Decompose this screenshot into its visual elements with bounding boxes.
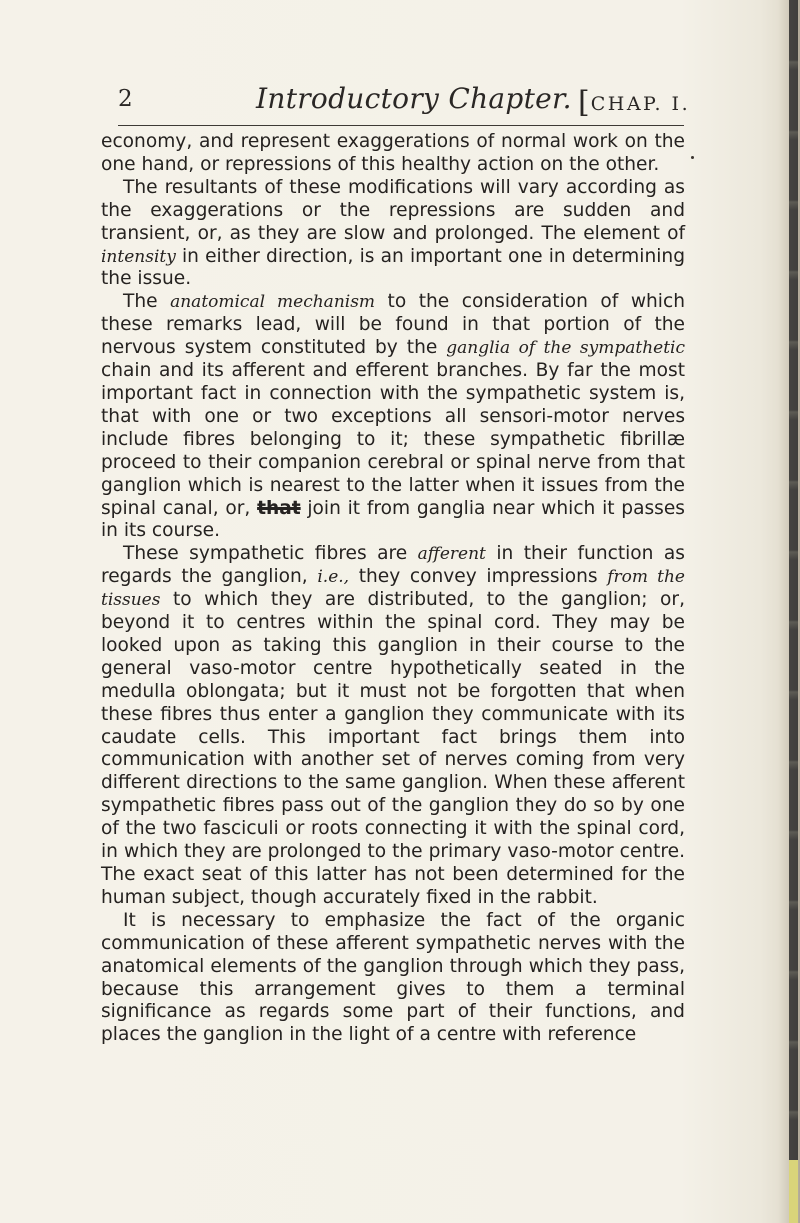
header-rule — [118, 125, 684, 126]
paragraph-text: The — [123, 291, 171, 313]
paragraph-text: chain and its afferent and efferent branches. By far the most important fact in connection with the sympathetic system is, that with one or two exceptions all sensori-motor nerves include fibres belonging to it; these sympathetic fibrillæ proceed to their companion cerebral or spinal nerve from that ganglion which is nearest to the latter when it issues from the spinal canal, or, — [101, 360, 685, 519]
paragraph-text: they convey impressions — [349, 566, 608, 588]
paragraph-2 — [101, 177, 685, 292]
italic-term: anatomical mechanism — [170, 292, 376, 313]
italic-term: intensity — [101, 246, 176, 267]
paragraph-3 — [101, 291, 685, 543]
book-spine-edge — [789, 0, 798, 1223]
running-title: Introductory Chapter. — [256, 82, 572, 115]
italic-term: ganglia of the sympathetic — [446, 338, 685, 359]
body-text — [101, 131, 685, 1047]
chapter-reference — [578, 83, 690, 118]
paragraph-text: economy, and represent exaggerations of normal work on the one hand, or repressions of this healthy action on the other. — [101, 131, 685, 175]
chapter-label: CHAP. I. — [590, 93, 691, 115]
paragraph-text: to which they are distributed, to the ganglion; or, beyond it to centres within the spinal cord. They may be looked upon as taking this ganglion in their course to the general vaso-motor centre hypothetically seated in the medulla oblongata; but it must not be forgotten that when these fibres thus enter a ganglion they communicate with its caudate cells. This important fact brings them into communication with another set of nerves coming from very different directions to the same ganglion. When these afferent sympathetic fibres pass out of the ganglion they do so by one of the two fasciculi or roots connecting it with the spinal cord, in which they are prolonged to the primary vaso-motor centre. The exact seat of this latter has not been determined for the human subject, though accurately fixed in the rabbit. — [101, 589, 685, 908]
paragraph-text: to the consideration of which these remarks lead, will be found in that portion of the nervous system constituted by the — [101, 291, 685, 359]
struck-word: that — [257, 497, 301, 519]
paragraph-text: in either direction, is an important one in determining the issue. — [101, 245, 685, 290]
italic-term: afferent — [417, 544, 486, 565]
running-header — [118, 80, 718, 120]
paragraph-text: join it from ganglia near which it passes in its course. — [101, 497, 685, 542]
paragraph-text: These sympathetic fibres are — [123, 543, 418, 565]
paragraph-text: It is necessary to emphasize the fact of the organic communication of these afferent sympathetic nerves with the anatomical elements of the ganglion through which they pass, because this arrangement gives to them a terminal significance as regards some part of their functions, and places the ganglion in the light of a centre with reference — [101, 909, 685, 1046]
book-spine-tab — [789, 1160, 798, 1223]
print-speck — [691, 156, 694, 159]
paragraph-text: The resultants of these modifications will vary according as the exaggerations or the repressions are sudden and transient, or, as they are slow and prolonged. The element of — [101, 176, 685, 244]
italic-term: i.e., — [317, 567, 350, 588]
italic-term: from the tissues — [101, 567, 685, 611]
paragraph-4 — [101, 543, 685, 910]
page-number: 2 — [118, 86, 133, 112]
chapter-bracket: [ — [578, 85, 591, 120]
paragraph-1 — [101, 131, 685, 177]
paragraph-text: in their function as regards the ganglion, — [101, 543, 685, 588]
paragraph-5 — [101, 910, 685, 1047]
